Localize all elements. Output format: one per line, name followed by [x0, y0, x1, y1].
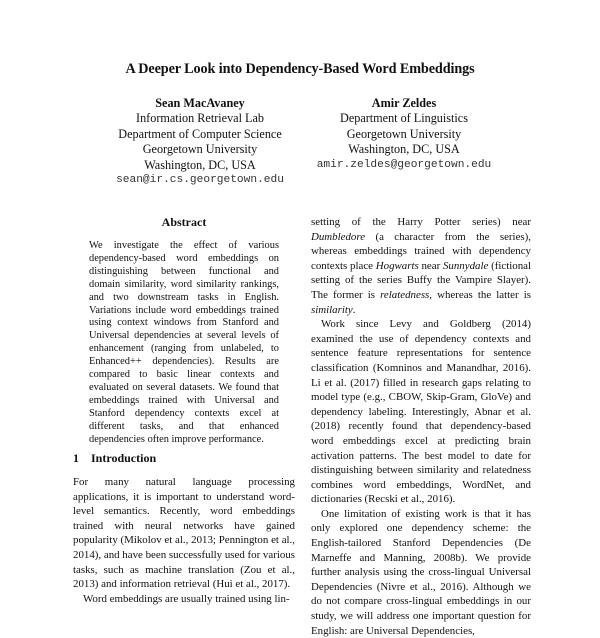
author-email: amir.zeldes@georgetown.edu — [316, 158, 492, 171]
author-affiliation-line: Washington, DC, USA — [144, 157, 256, 172]
paper-title: A Deeper Look into Dependency-Based Word Embeddings — [125, 61, 475, 77]
author-affiliation-line: Department of Linguistics — [340, 111, 468, 126]
author-email: sean@ir.cs.georgetown.edu — [116, 174, 284, 187]
author-affiliation-line: Information Retrieval Lab — [136, 111, 264, 126]
text-run: near — [418, 259, 443, 272]
text-run: . — [352, 303, 356, 316]
text-run: , whereas the latter is — [429, 288, 531, 301]
author-affiliation-line: Department of Computer Science — [118, 126, 282, 141]
body-paragraph: Work since Levy and Goldberg (2014) examined the use of dependency contexts and sentence feature representations for sentence classification (Komninos and Manandhar, 2016). Li et al. (2017) filled in research gaps relating to model type (e.g., CBOW, Skip-Gram, GloVe) and dependency labeling. Interestingly, Abnar et al. (2018) recently found that dependency-based word embeddings excel at predicting brain activation patterns. The best model to date for distinguishing between similarity and relatedness combines word embeddings, WordNet, and dictionaries (Recski et al., 2016). — [311, 318, 531, 506]
author-affiliation-line: Georgetown University — [142, 142, 258, 157]
author-name: Sean MacAvaney — [155, 96, 245, 110]
author-block-2 — [274, 96, 534, 173]
abstract-text: We investigate the effect of various dependency-based word embeddings on distinguishing between functional and domain similarity, word similarity rankings, and two downstream tasks in English. Variations include word embeddings trained using context windows from Stanford and Universal dependencies at several levels of enhancement (ranging from unlabeled, to Enhanced++ dependencies). Results are compared to basic linear contexts and evaluated on several datasets. We found that embeddings trained with Universal and Stanford dependency contexts excel at different tasks, and that enhanced dependencies often improve performance. — [89, 240, 279, 445]
text-run: (a character from the series), whereas embeddings trained with dependency contexts place — [311, 230, 531, 272]
italic-term: Hogwarts — [375, 259, 419, 272]
abstract-heading: Abstract — [161, 215, 207, 229]
italic-term: relatedness — [380, 288, 430, 301]
author-name: Amir Zeldes — [371, 96, 437, 110]
author-affiliation-line: Georgetown University — [346, 126, 462, 141]
body-paragraph: For many natural language processing applications, it is important to understand word-level semantics. Recently, word embeddings trained with neural networks have gained popularity (Mikolov et al., 2013; Pennington et al., 2014), and have been successfully used for various tasks, such as machine translation (Zou et al., 2013) and information retrieval (Hui et al., 2017). — [73, 476, 295, 591]
text-run: setting of the Harry Potter series) near — [311, 216, 531, 228]
left-column-body — [73, 475, 295, 606]
section-heading — [73, 451, 156, 466]
section-number: 1 — [73, 451, 79, 465]
body-paragraph: One limitation of existing work is that it has only explored one dependency scheme: the English-tailored Stanford Dependencies (De Marneffe and Manning, 2008b). We provide further analysis using the cross-lingual Universal Dependencies (Nivre et al., 2016). Although we do not compare cross-lingual embeddings in our study, we will address one important question for English: are Universal Dependencies, — [311, 507, 531, 637]
author-affiliation-line: Washington, DC, USA — [348, 142, 460, 157]
text-run: (fictional setting of the series Buffy the Vampire Slayer). The former is — [311, 259, 532, 301]
italic-term: Sunnydale — [442, 259, 489, 272]
right-column-body — [311, 215, 531, 638]
italic-term: similarity — [311, 303, 353, 316]
body-paragraph — [311, 215, 531, 317]
body-paragraph: Word embeddings are usually trained using lin- — [83, 592, 290, 605]
section-title: Introduction — [91, 451, 157, 465]
italic-term: Dumbledore — [311, 230, 366, 243]
